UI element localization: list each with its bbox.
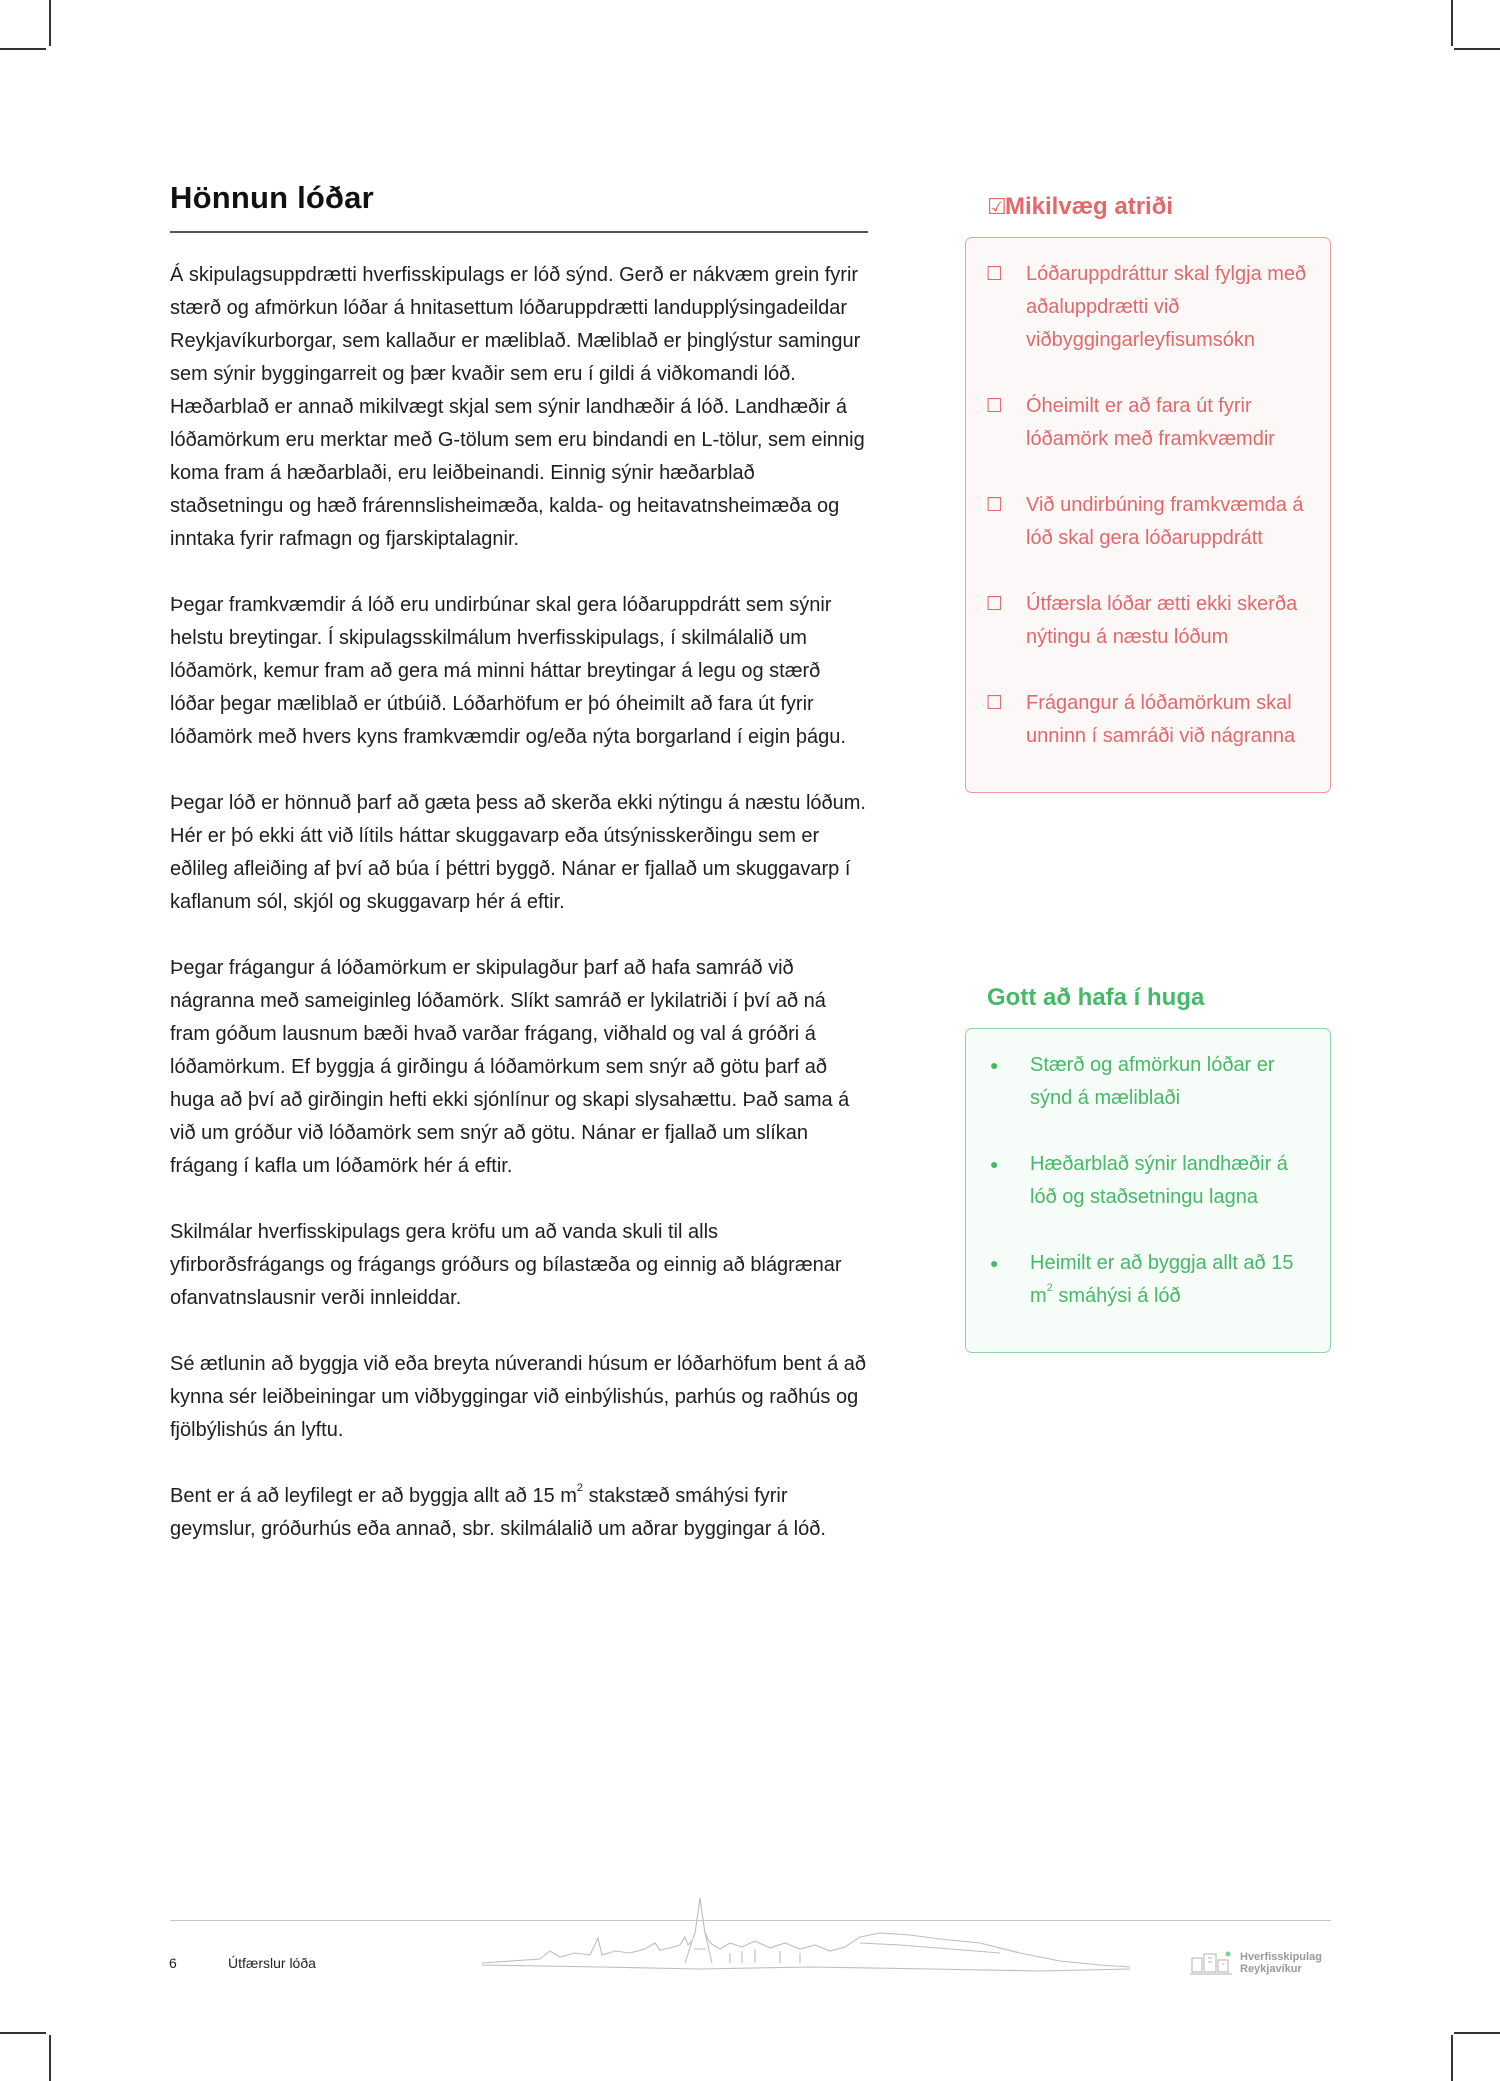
checklist-item-text: Óheimilt er að fara út fyrir lóðamörk með framkvæmdir [1026,395,1275,450]
superscript: 2 [576,1481,584,1494]
important-points-box [965,237,1331,793]
bullet-item-text [1030,1247,1310,1313]
crop-mark [0,48,46,50]
page-number: 6 [169,1955,177,1971]
superscript: 2 [1046,1282,1053,1294]
crop-mark [49,0,51,46]
bullet-item-text: Stærð og afmörkun lóðar er sýnd á mæliblaði [1030,1054,1275,1109]
checklist-item [986,489,1310,555]
checkbox-icon: ☐ [986,594,1004,615]
checked-box-icon: ☑ [987,194,1007,219]
checkbox-icon: ☐ [986,693,1004,714]
checkbox-icon: ☐ [986,396,1004,417]
page-title: Hönnun lóðar [170,180,374,215]
paragraph [170,1480,868,1546]
crop-mark [1454,48,1500,50]
crop-mark [1454,2032,1500,2034]
checklist-item-text: Við undirbúning framkvæmda á lóð skal gera lóðaruppdrátt [1026,494,1304,549]
bullet-icon: ● [990,1057,999,1073]
crop-mark [49,2035,51,2081]
important-points-header [965,187,1331,227]
checklist-item-text: Lóðaruppdráttur skal fylgja með aðaluppdrætti við viðbyggingarleyfisumsókn [1026,263,1307,351]
bullet-item-text-part: smáhýsi á lóð [1052,1285,1181,1307]
skyline-illustration [480,1893,1140,1983]
checklist-item [986,687,1310,753]
checkbox-icon: ☐ [986,264,1004,285]
paragraph: Þegar frágangur á lóðamörkum er skipulagður þarf að hafa samráð við nágranna með sameiginleg lóðamörk. Slíkt samráð er lykilatriði í því að ná fram góðum lausnum bæði hvað varðar frágang, viðhald og val á gróðri á lóðamörkum. Ef byggja á girðingu á lóðamörkum sem snýr að götu þarf að huga að því að girðingin hefti ekki sjónlínur og skapi slysahættu. Það sama á við um gróður við lóðamörk sem snýr að götu. Nánar er fjallað um slíkan frágang í kafla um lóðamörk hér á eftir. [170,956,850,1177]
paragraph: Þegar framkvæmdir á lóð eru undirbúnar skal gera lóðaruppdrátt sem sýnir helstu breytingar. Í skipulagsskilmálum hverfisskipulags, í skilmálalið um lóðamörk, kemur fram að gera má minni háttar breytingar á legu og stærð lóðar þegar mæliblað er útbúið. Lóðarhöfum er þó óheimilt að fara út fyrir lóðamörk með hvers kyns framkvæmdir og/eða nýta borgarland í eigin þágu. [170,593,846,748]
keep-in-mind-box [965,1028,1331,1353]
bullet-item [986,1247,1310,1313]
checklist-item-text: Útfærsla lóðar ætti ekki skerða nýtingu á næstu lóðum [1026,593,1298,648]
paragraph: Á skipulagsuppdrætti hverfisskipulags er lóð sýnd. Gerð er nákvæm grein fyrir stærð og afmörkun lóðar á hnitasettum lóðaruppdrætti landupplýsingadeildar Reykjavíkurborgar, sem kallaður er mæliblað. Mæliblað er þinglýstur samingur sem sýnir byggingarreit og þær kvaðir sem eru í gildi á viðkomandi lóð. Hæðarblað er annað mikilvægt skjal sem sýnir landhæðir á lóð. Landhæðir á lóðamörkum eru merktar með G-tölum sem eru bindandi en L-tölur, sem einnig koma fram á hæðarblaði, eru leiðbeinandi. Einnig sýnir hæðarblað staðsetningu og hæð frárennslisheimæða, kalda- og heitavatnsheimæða og inntaka fyrir rafmagn og fjarskiptalagnir. [170,263,865,550]
checklist-item [986,258,1310,357]
checklist-item-text: Frágangur á lóðamörkum skal unninn í samráði við nágranna [1026,692,1296,747]
keep-in-mind-header [965,978,1331,1018]
keep-in-mind-panel [965,978,1331,1353]
checklist-item [986,390,1310,456]
crop-mark [1451,2035,1453,2081]
bullet-item [986,1049,1310,1115]
checkbox-icon: ☐ [986,495,1004,516]
main-article [170,175,868,1579]
important-points-panel [965,187,1331,793]
bullet-icon: ● [990,1255,999,1271]
logo-text-line1: Hverfisskipulag [1240,1951,1322,1963]
bullet-item [986,1148,1310,1214]
bullet-item-text: Hæðarblað sýnir landhæðir á lóð og staðsetningu lagna [1030,1153,1288,1208]
keep-in-mind-title: Gott að hafa í huga [987,984,1205,1011]
crop-mark [1451,0,1453,46]
paragraph-text: Bent er á að leyfilegt er að byggja allt að 15 m [170,1484,577,1507]
hverfisskipulag-logo [1188,1948,1322,1978]
title-divider [170,231,868,233]
paragraph: Skilmálar hverfisskipulags gera kröfu um að vanda skuli til alls yfirborðsfrágangs og frágangs gróðurs og bílastæða og einnig að blágrænar ofanvatnslausnir verði innleiddar. [170,1220,842,1309]
bullet-icon: ● [990,1156,999,1172]
logo-mark-icon [1188,1948,1236,1978]
paragraph: Sé ætlunin að byggja við eða breyta núverandi húsum er lóðarhöfum bent á að kynna sér leiðbeiningar um viðbyggingar við einbýlishús, parhús og raðhús og fjölbýlishús án lyftu. [170,1352,867,1441]
crop-mark [0,2032,46,2034]
bullet-item-text-part: Heimilt er að byggja allt að 15 m [1030,1252,1294,1307]
section-name: Útfærslur lóða [228,1955,316,1971]
paragraph: Þegar lóð er hönnuð þarf að gæta þess að skerða ekki nýtingu á næstu lóðum. Hér er þó ekki átt við lítils háttar skuggavarp eða útsýnisskerðingu sem er eðlileg afleiðing af því að búa í þéttri byggð. Nánar er fjallað um skuggavarp í kaflanum sól, skjól og skuggavarp hér á eftir. [170,791,866,913]
paragraph-text: stakstæð smáhýsi fyrir geymslur, gróðurhús eða annað, sbr. skilmálalið um aðrar byggingar á lóð. [170,1484,826,1540]
checklist-item [986,588,1310,654]
logo-text-line2: Reykjavíkur [1240,1963,1302,1975]
important-points-title: Mikilvæg atriði [1005,193,1174,220]
